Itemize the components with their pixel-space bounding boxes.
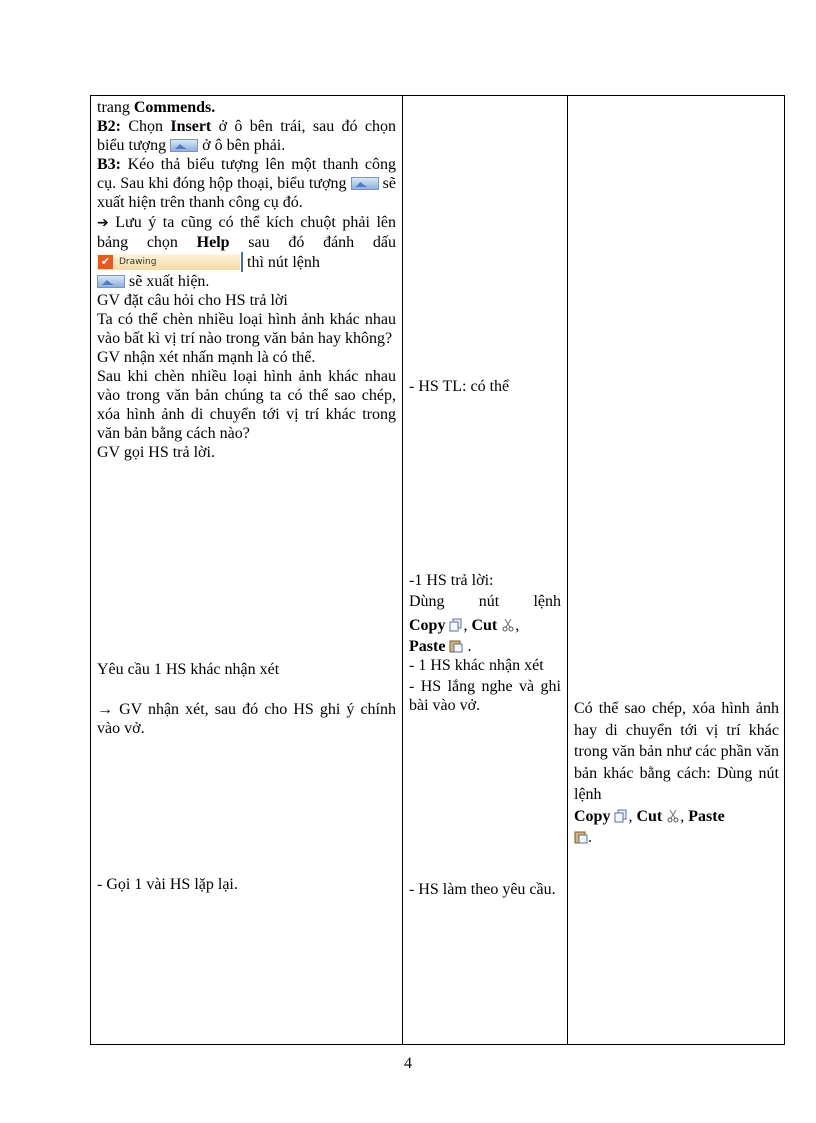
student-answer-1: - HS TL: có thể	[409, 378, 510, 395]
question-intro: GV đặt câu hỏi cho HS trả lời	[97, 292, 288, 309]
page-number: 4	[404, 1055, 412, 1072]
checkmark-icon: ✔	[98, 255, 113, 269]
teacher-activity-column	[91, 96, 402, 1044]
summary: Có thể sao chép, xóa hình ảnh hay di chuyển tới vị trí khác trong văn bản như các phần văn bản khác bằng cách: Dùng nút lệnh Copy , Cut , Paste .	[574, 700, 779, 846]
question-1: Ta có thể chèn nhiều loại hình ảnh khác nhau vào bất kì vị trí nào trong văn bản hay không?	[97, 311, 396, 347]
insert-picture-icon	[170, 139, 198, 152]
copy-icon	[449, 617, 463, 631]
student-answer-2: -1 HS trả lời: Dùng nút lệnh Copy , Cut , Paste . - 1 HS khác nhận xét - HS lắng nghe và ghi bài vào vở.	[409, 572, 561, 714]
step-b3: B3: Kéo thả biểu tượng lên một thanh công cụ. Sau khi đóng hộp thoại, biểu tượng sẽ xuất hiện trên thanh công cụ đó.	[97, 156, 397, 211]
insert-picture-icon	[351, 177, 379, 190]
teacher-remark-2: → GV nhận xét, sau đó cho HS ghi ý chính vào vở.	[97, 701, 396, 737]
drawing-toolbar-item: ✔ Drawing	[97, 254, 240, 270]
lesson-table	[90, 95, 785, 1045]
student-activity-column	[403, 96, 567, 1044]
insert-picture-icon	[97, 275, 125, 288]
paragraph: trang Commends.	[97, 99, 216, 116]
paste-icon	[449, 639, 463, 653]
scissors-icon	[501, 617, 515, 631]
repeat-instruction: - Gọi 1 vài HS lặp lại.	[97, 876, 238, 893]
question-2: Sau khi chèn nhiều loại hình ảnh khác nhau vào trong văn bản chúng ta có thể sao chép, xóa hình ảnh di chuyển tới vị trí khác trong văn bản bằng cách nào?	[97, 368, 396, 442]
teacher-remark: GV nhận xét nhấn mạnh là có thể.	[97, 349, 316, 366]
ask-other-student: Yêu cầu 1 HS khác nhận xét	[97, 661, 280, 678]
student-answer-5: - HS làm theo yêu cầu.	[409, 881, 556, 898]
copy-icon	[614, 808, 628, 822]
right-arrow-icon: ➔	[97, 215, 109, 231]
step-b2: B2: Chọn Insert ở ô bên trái, sau đó chọn biểu tượng ở ô bên phải.	[97, 118, 397, 154]
teacher-call: GV gọi HS trả lời.	[97, 444, 215, 461]
paste-icon	[574, 829, 588, 843]
scissors-icon	[666, 808, 680, 822]
content-column	[568, 96, 785, 1044]
note: ➔ Lưu ý ta cũng có thể kích chuột phải lên bảng chọn Help sau đó đánh dấu ✔ Drawing thì nút lệnh sẽ xuất hiện.	[97, 214, 397, 290]
